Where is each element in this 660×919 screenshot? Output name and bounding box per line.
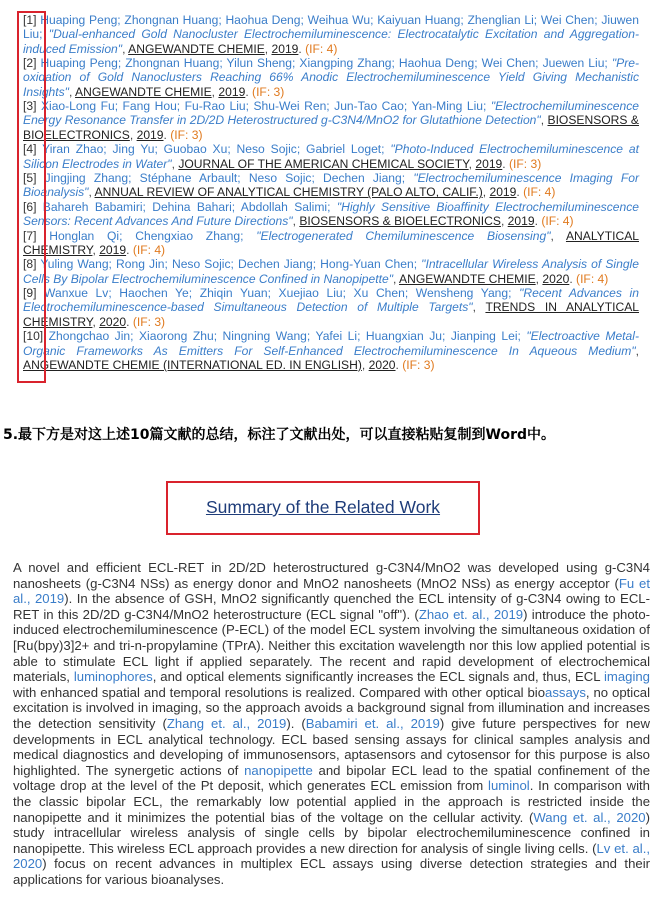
reference-authors[interactable]: Huaping Peng; Zhongnan Huang; Yilun Sheng; Xiangping Zhang; Haohua Deng; Wei Chen; Juewen Liu; [40,56,608,71]
reference-number: [4] [23,142,37,157]
reference-year-link[interactable]: 2020 [368,357,396,372]
reference-year-link[interactable]: 2020 [542,271,570,286]
summary-text: ). ( [286,715,306,731]
reference-authors[interactable]: Bahareh Babamiri; Dehina Bahari; Abdollah Salimi; [42,199,331,214]
reference-item: [9] Wanxue Lv; Haochen Ye; Zhiqin Yuan; Xuejiao Liu; Xu Chen; Wensheng Yang; "Recent Advances in Electrochemiluminescence-based Simultaneous Detection of Multiple Targets", TRENDS IN ANALYTICAL CHEMISTRY, 2020. (IF: 3) [23,286,639,329]
reference-year-link[interactable]: 2019 [218,84,246,99]
reference-impact-factor: (IF: 3) [402,357,435,372]
summary-citation-link[interactable]: luminol [488,778,530,794]
summary-citation-link[interactable]: Lv et. al., 2020 [13,840,650,872]
summary-citation-link[interactable]: luminophores [73,669,153,685]
summary-text: ) introduce the photo-induced electrochemiluminescence (P-ECL) of the model ECL system involving the simultaneous oxidation of [Ru(bpy)3]2+ and tri-n-propylamine (TPrA). Neither this excitation wavelength nor this low applied potential is able to stimulate ECL light if applied separately. The recent and rapid development of electrochemical materials, [13,606,650,685]
reference-journal-link[interactable]: ANNUAL REVIEW OF ANALYTICAL CHEMISTRY (PALO ALTO, CALIF.) [94,185,483,200]
step-note: 5.最下方是对这上述10篇文献的总结，标注了文献出处，可以直接粘贴复制到Word中。 [3,427,556,443]
reference-journal-link[interactable]: ANGEWANDTE CHEMIE [128,41,265,56]
reference-year-link[interactable]: 2019 [507,214,535,229]
summary-citation-link[interactable]: Zhao et. al., 2019 [418,606,524,622]
reference-number: [7] [23,228,37,243]
reference-number: [8] [23,257,37,272]
reference-year-link[interactable]: 2019 [489,185,517,200]
reference-item: [1] Huaping Peng; Zhongnan Huang; Haohua Deng; Weihua Wu; Kaiyuan Huang; Zhenglian Li; Wei Chen; Jiuwen Liu; "Dual-enhanced Gold Nanocluster Electrochemiluminescence: Electrocatalytic Excitation and Aggregation-induced Emission", ANGEWANDTE CHEMIE, 2019. (IF: 4) [23,13,639,56]
reference-journal-link[interactable]: ANGEWANDTE CHEMIE [75,84,212,99]
reference-title-link[interactable]: "Highly Sensitive Bioaffinity Electrochemiluminescence Sensors: Recent Advances And Future Directions" [23,199,639,229]
summary-citation-link[interactable]: Zhang et. al., 2019 [166,715,287,731]
reference-title-link[interactable]: "Pre-oxidation of Gold Nanoclusters Reaching 66% Anodic Electrochemiluminescence Yield Giving Mechanistic Insights" [23,56,639,99]
summary-text: ) focus on recent advances in multiplex ECL assays using diverse detection strategies and their applications for various bioanalyses. [13,856,650,887]
reference-impact-factor: (IF: 3) [252,84,285,99]
summary-title-link[interactable]: Summary of the Related Work [205,497,441,517]
summary-citation-link[interactable]: assays [545,684,586,700]
summary-text: and bipolar ECL lead to the spatial confinement of the voltage drop at the level of the Pt deposit, which generates ECL emission from [13,762,650,794]
reference-title-link[interactable]: "Recent Advances in Electrochemiluminescence-based Simultaneous Detection of Multiple Targets" [23,286,639,315]
reference-impact-factor: (IF: 4) [576,271,609,286]
reference-number: [6] [23,199,37,214]
reference-journal-link[interactable]: BIOSENSORS & BIOELECTRONICS [23,113,639,142]
reference-number: [2] [23,56,37,71]
reference-year-link[interactable]: 2019 [136,127,164,142]
reference-list [23,13,639,372]
reference-title-link[interactable]: "Electrogenerated Chemiluminescence Biosensing" [256,228,551,243]
summary-text: , and optical elements significantly increases the ECL signals and, thus, ECL [152,669,604,685]
reference-impact-factor: (IF: 3) [170,127,203,142]
reference-authors[interactable]: Zhongchao Jin; Xiaorong Zhu; Ningning Wang; Yafei Li; Huangxian Ju; Jianping Lei; [48,329,521,344]
reference-title-link[interactable]: "Dual-enhanced Gold Nanocluster Electrochemiluminescence: Electrocatalytic Excitation and Aggregation-induced Emission" [23,27,639,56]
summary-citation-link[interactable]: Wang et. al., 2020 [533,809,646,825]
reference-authors[interactable]: Honglan Qi; Chengxiao Zhang; [49,228,244,243]
reference-item: [3] Xiao-Long Fu; Fang Hou; Fu-Rao Liu; Shu-Wei Ren; Jun-Tao Cao; Yan-Ming Liu; "Electrochemiluminescence Energy Resonance Transfer in 2D/2D Heterostructured g-C3N4/MnO2 for Glutathione Detection", BIOSENSORS & BIOELECTRONICS, 2019. (IF: 3) [23,99,639,142]
reference-journal-link[interactable]: ANGEWANDTE CHEMIE (INTERNATIONAL ED. IN ENGLISH) [23,357,362,372]
summary-citation-link[interactable]: Babamiri et. al., 2019 [305,715,440,731]
reference-title-link[interactable]: "Electrochemiluminescence Imaging For Bioanalysis" [23,171,639,200]
reference-journal-link[interactable]: ANGEWANDTE CHEMIE [399,271,536,286]
summary-citation-link[interactable]: nanopipette [244,762,313,778]
reference-authors[interactable]: Jingjing Zhang; Stéphane Arbault; Neso Sojic; Dechen Jiang; [44,171,406,186]
summary-text: ) study intracellular wireless analysis of single cells by bipolar electrochemiluminescence confined in nanopipette. This wireless ECL approach provides a new direction for analysis of single living cells. ( [13,809,650,856]
summary-text: ) give future perspectives for new developments in ECL analytical technology. ECL based sensing assays for clinical samples analysis and medical diagnostics and developing of immunosensors, aptasensors and cytosensor for this purpose is also highlighted. The synergetic actions of [13,715,650,778]
summary-text: A novel and efficient ECL-RET in 2D/2D heterostructured g-C3N4/MnO2 was developed using g-C3N4 nanosheets (g-C3N4 NSs) as energy donor and MnO2 nanosheets (MnO2 NSs) as energy acceptor ( [13,560,650,591]
reference-impact-factor: (IF: 4) [541,214,574,229]
reference-title-link[interactable]: "Electroactive Metal-Organic Frameworks As Emitters For Self-Enhanced Electrochemiluminescence In Aqueous Medium" [23,329,639,358]
reference-authors[interactable]: Huaping Peng; Zhongnan Huang; Haohua Deng; Weihua Wu; Kaiyuan Huang; Zhenglian Li; Wei Chen; Jiuwen Liu; [23,13,639,42]
summary-text: ). In the absence of GSH, MnO2 significantly quenched the ECL intensity of g-C3N4 owing to ECL-RET in this 2D/2D g-C3N4/MnO2 heterostructure (ECL signal "off"). ( [13,591,650,622]
reference-impact-factor: (IF: 3) [132,314,166,329]
reference-numbers-highlight-box [17,11,46,383]
reference-item: [8] Yuling Wang; Rong Jin; Neso Sojic; Dechen Jiang; Hong-Yuan Chen; "Intracellular Wireless Analysis of Single Cells By Bipolar Electrochemiluminescence Confined in Nanopipette", ANGEWANDTE CHEMIE, 2020. (IF: 4) [23,257,639,286]
summary-citation-link[interactable]: Fu et al., 2019 [13,575,650,607]
reference-authors[interactable]: Yuling Wang; Rong Jin; Neso Sojic; Dechen Jiang; Hong-Yuan Chen; [40,257,418,272]
reference-number: [5] [23,171,37,186]
reference-impact-factor: (IF: 4) [305,41,338,56]
reference-journal-link[interactable]: BIOSENSORS & BIOELECTRONICS [299,214,501,229]
reference-title-link[interactable]: "Intracellular Wireless Analysis of Single Cells By Bipolar Electrochemiluminescence Confined in Nanopipette" [23,257,639,286]
reference-title-link[interactable]: "Photo-Induced Electrochemiluminescence at Silicon Electrodes in Water" [23,142,639,171]
reference-impact-factor: (IF: 4) [523,185,556,200]
reference-year-link[interactable]: 2019 [99,242,127,257]
summary-text: , no optical excitation is involved in imaging, so the approach avoids a background signal from illumination and increases the detection sensitivity ( [13,684,650,731]
reference-authors[interactable]: Yiran Zhao; Jing Yu; Guobao Xu; Neso Sojic; Gabriel Loget; [42,142,385,157]
reference-authors[interactable]: Xiao-Long Fu; Fang Hou; Fu-Rao Liu; Shu-Wei Ren; Jun-Tao Cao; Yan-Ming Liu; [40,99,487,114]
summary-text: . In comparison with the classic bipolar ECL, the remarkably low potential applied in the approach is restricted inside the nanopipette and it minimizes the potential bias of the voltage on the cellular activity. ( [13,778,650,825]
reference-year-link[interactable]: 2019 [475,156,503,171]
reference-number: [1] [23,13,37,27]
reference-item: [5] Jingjing Zhang; Stéphane Arbault; Neso Sojic; Dechen Jiang; "Electrochemiluminescence Imaging For Bioanalysis", ANNUAL REVIEW OF ANALYTICAL CHEMISTRY (PALO ALTO, CALIF.), 2019. (IF: 4) [23,171,639,200]
reference-title-link[interactable]: "Electrochemiluminescence Energy Resonance Transfer in 2D/2D Heterostructured g-C3N4/MnO2 for Glutathione Detection" [23,99,639,128]
reference-item: [4] Yiran Zhao; Jing Yu; Guobao Xu; Neso Sojic; Gabriel Loget; "Photo-Induced Electrochemiluminescence at Silicon Electrodes in Water", JOURNAL OF THE AMERICAN CHEMICAL SOCIETY, 2019. (IF: 3) [23,142,639,171]
summary-paragraph [13,560,650,919]
reference-item: [2] Huaping Peng; Zhongnan Huang; Yilun Sheng; Xiangping Zhang; Haohua Deng; Wei Chen; Juewen Liu; "Pre-oxidation of Gold Nanoclusters Reaching 66% Anodic Electrochemiluminescence Yield Giving Mechanistic Insights", ANGEWANDTE CHEMIE, 2019. (IF: 3) [23,56,639,99]
reference-number: [3] [23,99,37,114]
reference-item: [10] Zhongchao Jin; Xiaorong Zhu; Ningning Wang; Yafei Li; Huangxian Ju; Jianping Lei; "Electroactive Metal-Organic Frameworks As Emitters For Self-Enhanced Electrochemiluminescence In Aqueous Medium", ANGEWANDTE CHEMIE (INTERNATIONAL ED. IN ENGLISH), 2020. (IF: 3) [23,329,639,372]
reference-journal-link[interactable]: ANALYTICAL CHEMISTRY [23,228,639,257]
summary-citation-link[interactable]: imaging [603,669,650,685]
reference-item: [6] Bahareh Babamiri; Dehina Bahari; Abdollah Salimi; "Highly Sensitive Bioaffinity Electrochemiluminescence Sensors: Recent Advances And Future Directions", BIOSENSORS & BIOELECTRONICS, 2019. (IF: 4) [23,199,639,229]
reference-authors[interactable]: Wanxue Lv; Haochen Ye; Zhiqin Yuan; Xuejiao Liu; Xu Chen; Wensheng Yang; [44,286,512,301]
reference-number: [10] [23,329,44,344]
reference-journal-link[interactable]: JOURNAL OF THE AMERICAN CHEMICAL SOCIETY [178,156,469,171]
reference-year-link[interactable]: 2020 [99,314,127,329]
summary-text: with enhanced spatial and temporal resolutions is realized. Compared with other optical bio [13,684,546,700]
reference-item: [7] Honglan Qi; Chengxiao Zhang; "Electrogenerated Chemiluminescence Biosensing", ANALYTICAL CHEMISTRY, 2019. (IF: 4) [23,228,639,257]
reference-journal-link[interactable]: TRENDS IN ANALYTICAL CHEMISTRY [23,300,639,329]
reference-year-link[interactable]: 2019 [271,41,299,56]
reference-impact-factor: (IF: 3) [509,156,542,171]
reference-number: [9] [23,286,37,301]
reference-impact-factor: (IF: 4) [132,242,166,257]
